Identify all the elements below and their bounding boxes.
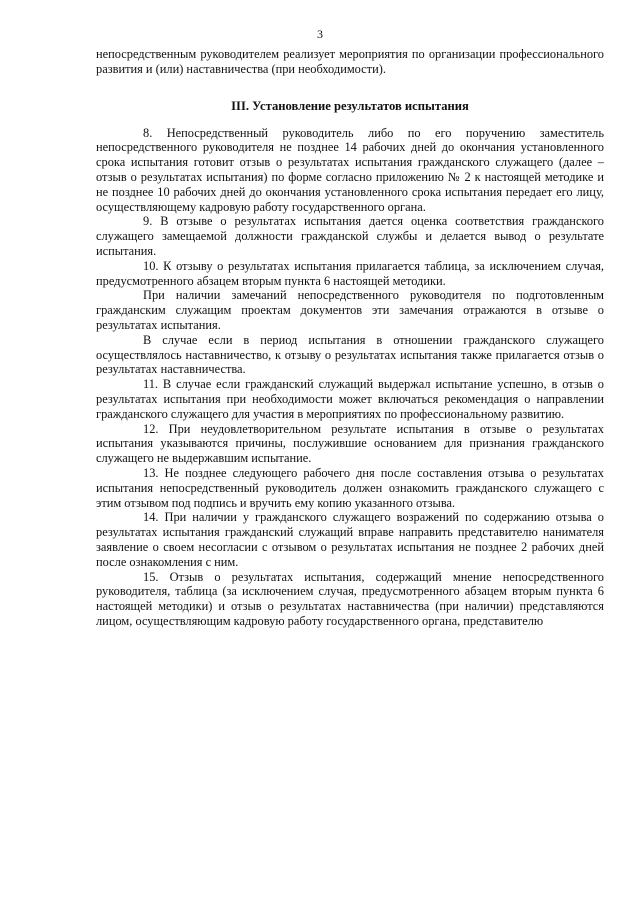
paragraph-13: 13. Не позднее следующего рабочего дня после составления отзыва о результатах испытания непосредственный руководитель должен ознакомить гражданского служащего с этим отзывом под подпись и вручить ему копию указанного отзыва. [96,465,604,510]
paragraph-8: 8. Непосредственный руководитель либо по его поручению заместитель непосредственного руководителя не позднее 14 рабочих дней до окончания установленного срока испытания готовит отзыв о результатах испытания гражданского служащего (далее – отзыв о результатах испытания) по форме согласно приложению № 2 к настоящей методике и не позднее 10 рабочих дней до окончания установленного срока испытания передает его лицу, осуществляющему кадровую работу государственного органа. [96,125,604,214]
document-body [96,47,604,629]
paragraph-10: 10. К отзыву о результатах испытания прилагается таблица, за исключением случая, предусмотренного абзацем вторым пункта 6 настоящей методики. [96,258,604,288]
section-heading: III. Установление результатов испытания [231,98,469,113]
paragraph-14: 14. При наличии у гражданского служащего возражений по содержанию отзыва о результатах испытания гражданский служащий вправе направить представителю нанимателя заявление о своем несогласии с отзывом о результатах испытания не позднее 2 рабочих дней после ознакомления с ним. [96,510,604,569]
page-number: 3 [317,27,323,41]
paragraph-9: 9. В отзыве о результатах испытания дается оценка соответствия гражданского служащего замещаемой должности гражданской службы и делается вывод о результате испытания. [96,214,604,258]
paragraph-12: 12. При неудовлетворительном результате испытания в отзыве о результатах испытания указываются причины, послужившие основанием для признания гражданского служащего не выдержавшим испытание. [96,421,604,466]
paragraph-10-remarks: При наличии замечаний непосредственного руководителя по подготовленным гражданским служащим проектам документов эти замечания отражаются в отзыве о результатах испытания. [96,288,604,332]
intro-paragraph: непосредственным руководителем реализует мероприятия по организации профессионального развития и (или) наставничества (при необходимости). [96,47,604,76]
paragraph-10-mentoring: В случае если в период испытания в отношении гражданского служащего осуществлялось наставничество, к отзыву о результатах испытания также прилагается отзыв о результатах наставничества. [96,332,604,377]
paragraph-11: 11. В случае если гражданский служащий выдержал испытание успешно, в отзыв о результатах испытания при необходимости может включаться рекомендация о направлении гражданского служащего для участия в мероприятиях по профессиональному развитию. [96,377,604,421]
paragraph-15: 15. Отзыв о результатах испытания, содержащий мнение непосредственного руководителя, таблица (за исключением случая, предусмотренного абзацем вторым пункта 6 настоящей методики) и отзыв о результатах наставничества (при наличии) представляются лицом, осуществляющим кадровую работу государственного органа, представителю [96,569,604,628]
